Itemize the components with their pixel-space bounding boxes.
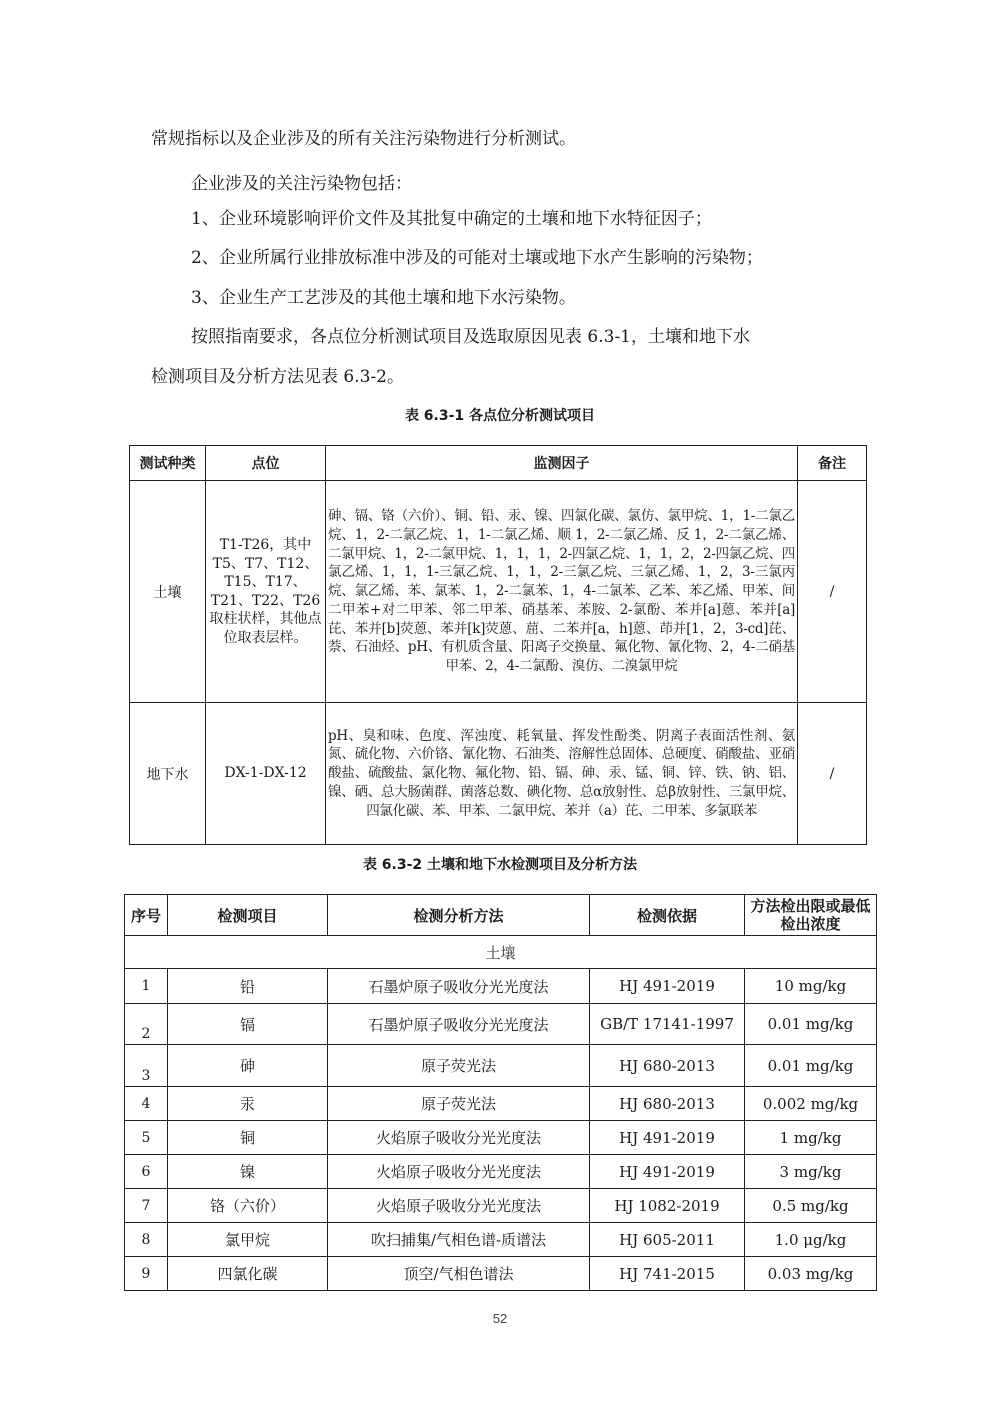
- table-row: [125, 1087, 877, 1121]
- table-row: [125, 1223, 877, 1257]
- row-basis: HJ 1082-2019: [590, 1189, 745, 1223]
- table-row: [125, 1004, 877, 1045]
- row-item: 砷: [168, 1045, 328, 1087]
- table2-caption: 表 6.3-2 土壤和地下水检测项目及分析方法: [362, 857, 638, 873]
- row-no: 7: [125, 1189, 168, 1223]
- paragraph-4: 2、企业所属行业排放标准中涉及的可能对土壤或地下水产生影响的污染物；: [191, 248, 763, 268]
- table2-header-limit: 方法检出限或最低检出浓度: [745, 895, 877, 936]
- table2: [124, 894, 877, 1291]
- paragraph-3: 1、企业环境影响评价文件及其批复中确定的土壤和地下水特征因子；: [191, 209, 712, 229]
- row-no: 1: [125, 969, 168, 1004]
- row-basis: HJ 741-2015: [590, 1257, 745, 1291]
- row-no: 2: [125, 1004, 168, 1045]
- row-item: 铅: [168, 969, 328, 1004]
- table1-soil-type: 土壤: [130, 481, 206, 703]
- row-basis: HJ 491-2019: [590, 1155, 745, 1189]
- paragraph-2: 企业涉及的关注污染物包括：: [191, 174, 412, 194]
- row-no: 6: [125, 1155, 168, 1189]
- row-basis: GB/T 17141-1997: [590, 1004, 745, 1045]
- row-basis: HJ 491-2019: [590, 969, 745, 1004]
- row-limit: 0.5 mg/kg: [745, 1189, 877, 1223]
- table1-groundwater-type: 地下水: [130, 703, 206, 845]
- row-no: 3: [125, 1045, 168, 1087]
- row-method: 火焰原子吸收分光光度法: [328, 1121, 590, 1155]
- table2-section-row: [125, 936, 877, 969]
- table1-soil-factors: 砷、镉、铬（六价）、铜、铅、汞、镍、四氯化碳、氯仿、氯甲烷、1，1-二氯乙烷、1，2-二氯乙烷、1，1-二氯乙烯、顺 1，2-二氯乙烯、反 1，2-二氯乙烯、二氯甲烷、1，2-二氯甲烷、1，1，1，2-四氯乙烷、1，1，2，2-四氯乙烷、四氯乙烯、1，1，1-三氯乙烷、1，1，2-三氯乙烷、三氯乙烯、1，2，3-三氯丙烷、氯乙烯、苯、氯苯、1，2-二氯苯、1，4-二氯苯、乙苯、苯乙烯、甲苯、间二甲苯+对二甲苯、邻二甲苯、硝基苯、苯胺、2-氯酚、苯并[a]蒽、苯并[a]芘、苯并[b]荧蒽、苯并[k]荧蒽、䓛、二苯并[a，h]蒽、茚并[1，2，3-cd]芘、萘、石油烃、pH、有机质含量、阳离子交换量、氟化物、氰化物、2，4-二硝基甲苯、2，4-二氯酚、溴仿、二溴氯甲烷: [326, 481, 798, 703]
- row-method: 原子荧光法: [328, 1087, 590, 1121]
- row-method: 吹扫捕集/气相色谱-质谱法: [328, 1223, 590, 1257]
- row-method: 火焰原子吸收分光光度法: [328, 1189, 590, 1223]
- row-item: 铜: [168, 1121, 328, 1155]
- row-limit: 0.01 mg/kg: [745, 1045, 877, 1087]
- table1-groundwater-factors: pH、臭和味、色度、浑浊度、耗氧量、挥发性酚类、阴离子表面活性剂、氨氮、硫化物、六价铬、氰化物、石油类、溶解性总固体、总硬度、硝酸盐、亚硝酸盐、硫酸盐、氯化物、氟化物、铅、镉、砷、汞、锰、铜、锌、铁、钠、铝、镍、硒、总大肠菌群、菌落总数、碘化物、总α放射性、总β放射性、三氯甲烷、四氯化碳、苯、甲苯、二氯甲烷、苯并（a）芘、二甲苯、多氯联苯: [326, 703, 798, 845]
- row-limit: 0.01 mg/kg: [745, 1004, 877, 1045]
- row-method: 火焰原子吸收分光光度法: [328, 1155, 590, 1189]
- row-method: 原子荧光法: [328, 1045, 590, 1087]
- row-method: 石墨炉原子吸收分光光度法: [328, 969, 590, 1004]
- row-basis: HJ 491-2019: [590, 1121, 745, 1155]
- table1-caption: 表 6.3-1 各点位分析测试项目: [404, 408, 596, 424]
- row-basis: HJ 680-2013: [590, 1087, 745, 1121]
- row-item: 镍: [168, 1155, 328, 1189]
- table-row: [130, 703, 867, 845]
- table2-header-basis: 检测依据: [590, 895, 745, 936]
- table1-groundwater-points: DX-1-DX-12: [206, 703, 326, 845]
- table1-groundwater-note: /: [798, 703, 867, 845]
- row-no: 9: [125, 1257, 168, 1291]
- row-method: 石墨炉原子吸收分光光度法: [328, 1004, 590, 1045]
- table-row: [125, 1155, 877, 1189]
- row-item: 汞: [168, 1087, 328, 1121]
- paragraph-6: 按照指南要求，各点位分析测试项目及选取原因见表 6.3-1，土壤和地下水: [191, 327, 750, 347]
- table1-header-factors: 监测因子: [326, 446, 798, 481]
- row-no: 5: [125, 1121, 168, 1155]
- table1-header-note: 备注: [798, 446, 867, 481]
- table2-header-row: [125, 895, 877, 936]
- table1-header-row: [130, 446, 867, 481]
- table-row: [125, 1257, 877, 1291]
- table-row: [125, 1121, 877, 1155]
- row-item: 氯甲烷: [168, 1223, 328, 1257]
- row-item: 铬（六价）: [168, 1189, 328, 1223]
- row-limit: 0.002 mg/kg: [745, 1087, 877, 1121]
- table-row: [130, 481, 867, 703]
- paragraph-7: 检测项目及分析方法见表 6.3-2。: [151, 367, 404, 387]
- row-limit: 3 mg/kg: [745, 1155, 877, 1189]
- table2-header-no: 序号: [125, 895, 168, 936]
- table-row: [125, 1045, 877, 1087]
- table-row: [125, 1189, 877, 1223]
- table1-header-type: 测试种类: [130, 446, 206, 481]
- row-limit: 0.03 mg/kg: [745, 1257, 877, 1291]
- table1: [129, 445, 867, 845]
- row-limit: 1 mg/kg: [745, 1121, 877, 1155]
- row-method: 顶空/气相色谱法: [328, 1257, 590, 1291]
- paragraph-5: 3、企业生产工艺涉及的其他土壤和地下水污染物。: [191, 288, 576, 308]
- row-no: 8: [125, 1223, 168, 1257]
- table1-soil-points: T1-T26，其中T5、T7、T12、T15、T17、T21、T22、T26 取柱状样，其他点位取表层样。: [206, 481, 326, 703]
- row-item: 四氯化碳: [168, 1257, 328, 1291]
- row-limit: 10 mg/kg: [745, 969, 877, 1004]
- table1-header-points: 点位: [206, 446, 326, 481]
- row-basis: HJ 680-2013: [590, 1045, 745, 1087]
- table2-header-method: 检测分析方法: [328, 895, 590, 936]
- row-item: 镉: [168, 1004, 328, 1045]
- table-row: [125, 969, 877, 1004]
- paragraph-1: 常规指标以及企业涉及的所有关注污染物进行分析测试。: [151, 129, 576, 149]
- row-basis: HJ 605-2011: [590, 1223, 745, 1257]
- table2-section-soil: 土壤: [125, 936, 877, 969]
- row-no: 4: [125, 1087, 168, 1121]
- row-limit: 1.0 μg/kg: [745, 1223, 877, 1257]
- page-number: 52: [492, 1311, 508, 1326]
- table2-header-item: 检测项目: [168, 895, 328, 936]
- table1-soil-note: /: [798, 481, 867, 703]
